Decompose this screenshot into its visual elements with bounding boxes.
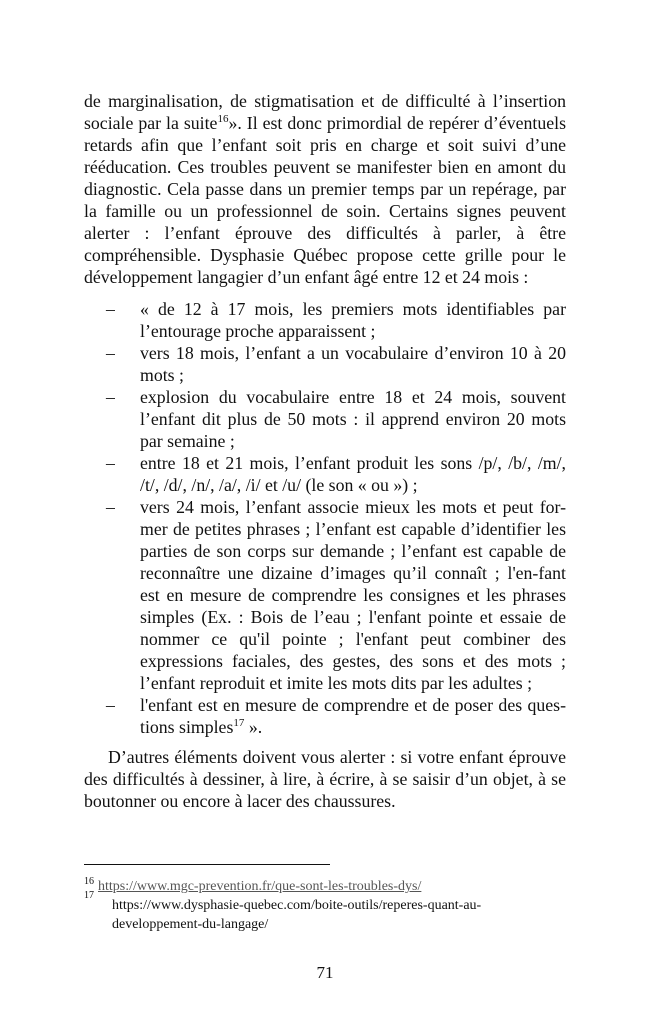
list-item: – entre 18 et 21 mois, l’enfant produit les sons /p/, /b/, /m/, /t/, /d/, /n/, /a/, /i/ et /u/ (le son « ou ») ;: [106, 453, 566, 495]
dash-marker: –: [106, 453, 115, 473]
list-item: – « de 12 à 17 mois, les premiers mots identifiables par l’entourage proche apparaissent ;: [106, 299, 566, 341]
list-item: – explosion du vocabulaire entre 18 et 24 mois, souvent l’enfant dit plus de 50 mots : il apprend environ 20 mots par semaine ;: [106, 387, 566, 451]
footnote-divider: [84, 864, 330, 865]
dash-marker: –: [106, 343, 115, 363]
page-number: 71: [316, 963, 334, 982]
page-body: [84, 90, 566, 812]
dash-marker: –: [106, 695, 115, 715]
list-item: – l'enfant est en mesure de comprendre et de poser des ques-tions simples$^{17}$ ».: [106, 695, 566, 737]
dash-marker: –: [106, 387, 115, 407]
paragraph-intro: [84, 90, 566, 288]
list-item: – vers 18 mois, l’enfant a un vocabulaire d’environ 10 à 20 mots ;: [106, 343, 566, 385]
development-list: [84, 298, 566, 738]
footnote-ref-17[interactable]: 17: [233, 717, 245, 730]
footnote-16: $^{16}$ https://www.mgc-prevention.fr/que-sont-les-troubles-dys/: [84, 876, 422, 894]
paragraph-text-rest: ». Il est donc primordial de repérer d’éventuels retards afin que l’enfant soit pris en charge et soit suivi d’une rééducation. Ces troubles peuvent se manifester bien en amont du diagnostic. Cela passe dans un premier temps par un repérage, par la famille ou un professionnel de soin. Certains signes peuvent alerter : l’enfant éprouve des difficultés à parler, à être compréhensible. Dysphasie Québec propose cette grille pour le développement langagier d’un enfant âgé entre 12 et 24 mois :: [84, 113, 567, 287]
footnote-ref-16[interactable]: 16: [217, 113, 229, 126]
dash-marker: –: [106, 497, 115, 517]
footnote-17: 17 https://www.dysphasie-quebec.com/boite-outils/reperes-quant-au-developpement-du-langage/: [84, 896, 566, 934]
list-item: – vers 24 mois, l’enfant associe mieux les mots et peut for-mer de petites phrases ; l’enfant est capable d’identifier les parties de son corps sur demande ; l’enfant est capable de reconnaître une dizaine d’images qu’il connaît ; l'en-fant est en mesure de comprendre les consignes et les phrases simples (Ex. : Bois de l’eau ; l'enfant pointe et essaie de nommer ce qu'il pointe ; l'enfant peut combiner des expressions faciales, des gestes, des sons et des mots ; l’enfant reproduit et imite les mots dits par les adultes ;: [106, 497, 566, 693]
dash-marker: –: [106, 299, 115, 319]
paragraph-alert: D’autres éléments doivent vous alerter : si votre enfant éprouve des difficultés à dessiner, à lire, à écrire, à se saisir d’un objet, à se boutonner ou encore à lacer des chaussures.: [84, 747, 566, 811]
paragraph-text: de marginalisation, de stigmatisation et de difficulté à l’insertion sociale par la suite: [84, 91, 566, 133]
footnote-url-text: https://www.dysphasie-quebec.com/boite-outils/reperes-quant-au-developpement-du-langage/: [112, 898, 482, 932]
footnotes: [84, 864, 566, 934]
footnote-link[interactable]: https://www.mgc-prevention.fr/que-sont-les-troubles-dys/: [98, 879, 422, 894]
